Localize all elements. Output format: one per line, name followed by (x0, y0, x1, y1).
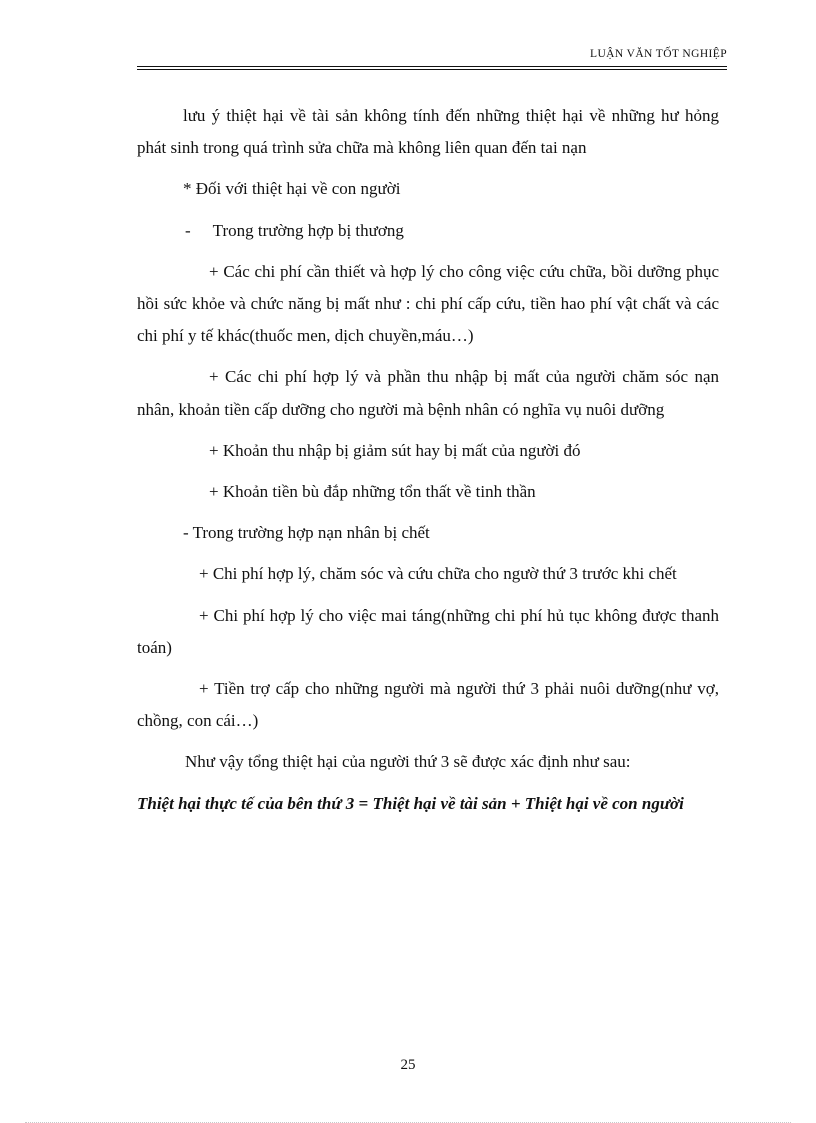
dash-marker: - (185, 220, 191, 240)
paragraph-treatment-costs: + Các chi phí cần thiết và hợp lý cho công việc cứu chữa, bồi dưỡng phục hồi sức khỏe và chức năng bị mất như : chi phí cấp cứu, tiền hao phí vật chất và các chi phí y tế khác(thuốc men, dịch chuyền,máu…) (137, 261, 719, 346)
header-rule-top (137, 66, 727, 67)
page-header (137, 46, 727, 72)
formula-total-damage: Thiệt hại thực tế của bên thứ 3 = Thiệt hại về tài sản + Thiệt hại về con người (137, 793, 684, 813)
paragraph-dependent-allowance: + Tiền trợ cấp cho những người mà người thứ 3 phải nuôi dưỡng(như vợ, chồng, con cái…) (137, 679, 719, 731)
paragraph-total-damage-intro: Như vậy tổng thiệt hại của người thứ 3 sẽ được xác định như sau: (185, 752, 631, 772)
header-rule-bottom (137, 69, 727, 70)
page-number: 25 (400, 1057, 416, 1073)
header-title: LUẬN VĂN TỐT NGHIỆP (590, 48, 727, 60)
paragraph-death-case: - Trong trường hợp nạn nhân bị chết (183, 523, 430, 543)
document-body (137, 100, 719, 820)
paragraph-lost-income: + Khoản thu nhập bị giảm sút hay bị mất của người đó (209, 440, 581, 460)
injury-case-label: Trong trường hợp bị thương (212, 220, 404, 240)
paragraph-caregiver-costs: + Các chi phí hợp lý và phần thu nhập bị mất của người chăm sóc nạn nhân, khoản tiền cấp dưỡng cho người mà bệnh nhân có nghĩa vụ nuôi dưỡng (137, 367, 719, 419)
paragraph-care-before-death: + Chi phí hợp lý, chăm sóc và cứu chữa cho ngườ thứ 3 trước khi chết (199, 564, 677, 584)
paragraph-property-damage-note: lưu ý thiệt hại về tài sản không tính đến những thiệt hại về những hư hỏng phát sinh trong quá trình sửa chữa mà không liên quan đến tai nạn (137, 106, 719, 158)
paragraph-injury-case (137, 215, 719, 247)
paragraph-human-damage-heading: * Đối với thiệt hại về con người (183, 179, 401, 199)
paragraph-emotional-compensation: + Khoản tiền bù đắp những tổn thất về tinh thần (209, 482, 536, 502)
paragraph-funeral-costs: + Chi phí hợp lý cho việc mai táng(những chi phí hủ tục không được thanh toán) (137, 605, 719, 657)
